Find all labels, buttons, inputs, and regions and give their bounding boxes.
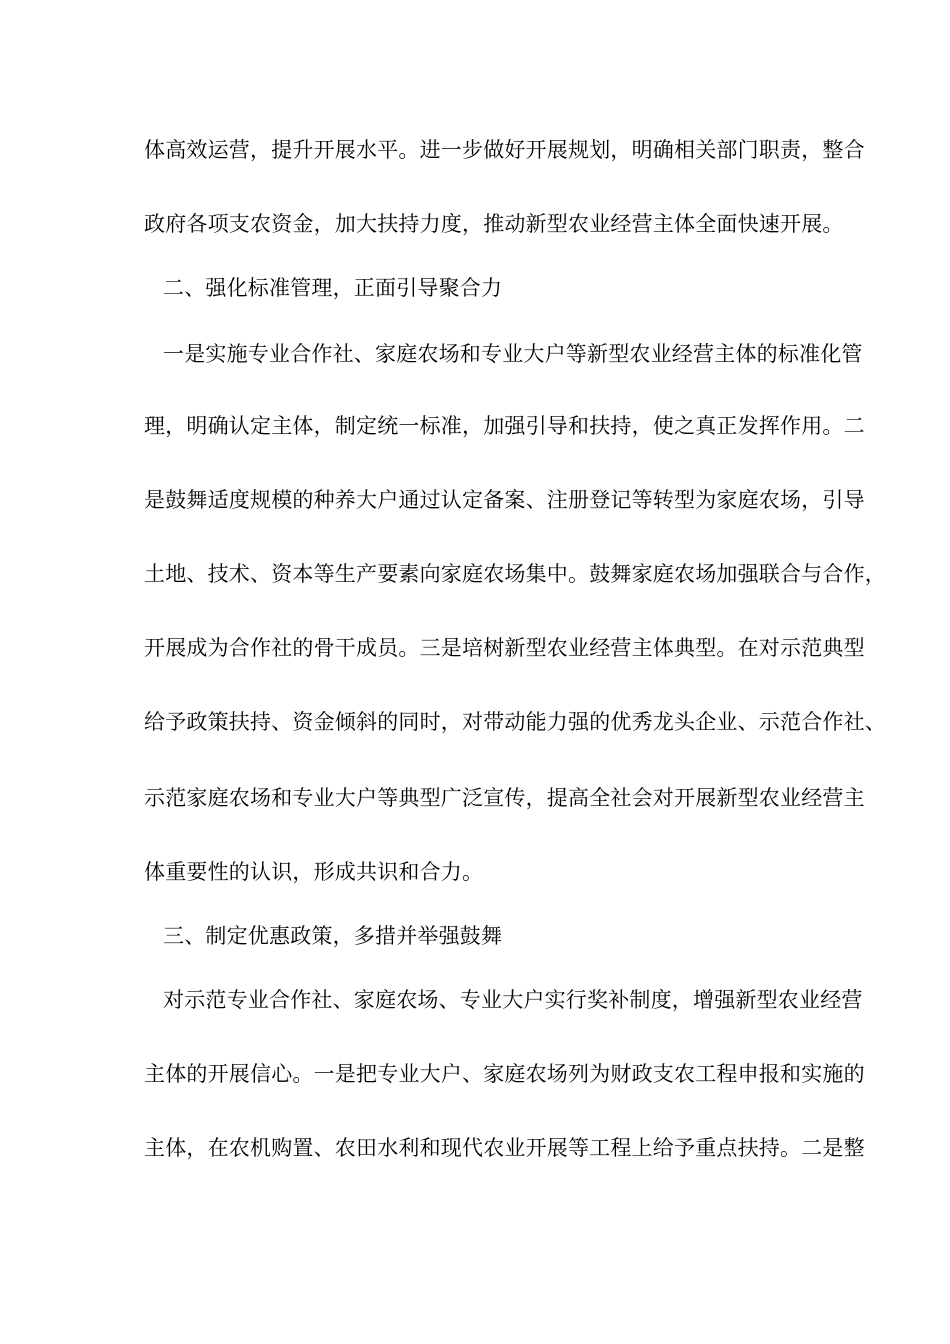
paragraph-line-3: 一是实施专业合作社、家庭农场和专业大户等新型农业经营主体的标准化管 <box>163 342 863 366</box>
paragraph-line-11: 对示范专业合作社、家庭农场、专业大户实行奖补制度，增强新型农业经营 <box>163 988 863 1012</box>
paragraph-line-2: 政府各项支农资金，加大扶持力度，推动新型农业经营主体全面快速开展。 <box>144 212 844 236</box>
paragraph-line-6: 土地、技术、资本等生产要素向家庭农场集中。鼓舞家庭农场加强联合与合作， <box>144 562 886 586</box>
section-heading-3: 三、制定优惠政策，多措并举强鼓舞 <box>163 924 503 948</box>
paragraph-line-7: 开展成为合作社的骨干成员。三是培树新型农业经营主体典型。在对示范典型 <box>144 636 865 660</box>
paragraph-line-10: 体重要性的认识，形成共识和合力。 <box>144 860 484 884</box>
paragraph-line-9: 示范家庭农场和专业大户等典型广泛宣传，提高全社会对开展新型农业经营主 <box>144 786 865 810</box>
paragraph-line-1: 体高效运营，提升开展水平。进一步做好开展规划，明确相关部门职责，整合 <box>144 138 865 162</box>
paragraph-line-5: 是鼓舞适度规模的种养大户通过认定备案、注册登记等转型为家庭农场，引导 <box>144 488 865 512</box>
paragraph-line-8: 给予政策扶持、资金倾斜的同时，对带动能力强的优秀龙头企业、示范合作社、 <box>144 710 886 734</box>
paragraph-line-12: 主体的开展信心。一是把专业大户、家庭农场列为财政支农工程申报和实施的 <box>144 1062 865 1086</box>
paragraph-line-13: 主体，在农机购置、农田水利和现代农业开展等工程上给予重点扶持。二是整 <box>144 1136 865 1160</box>
paragraph-line-4: 理，明确认定主体，制定统一标准，加强引导和扶持，使之真正发挥作用。二 <box>144 414 865 438</box>
section-heading-2: 二、强化标准管理，正面引导聚合力 <box>163 276 503 300</box>
